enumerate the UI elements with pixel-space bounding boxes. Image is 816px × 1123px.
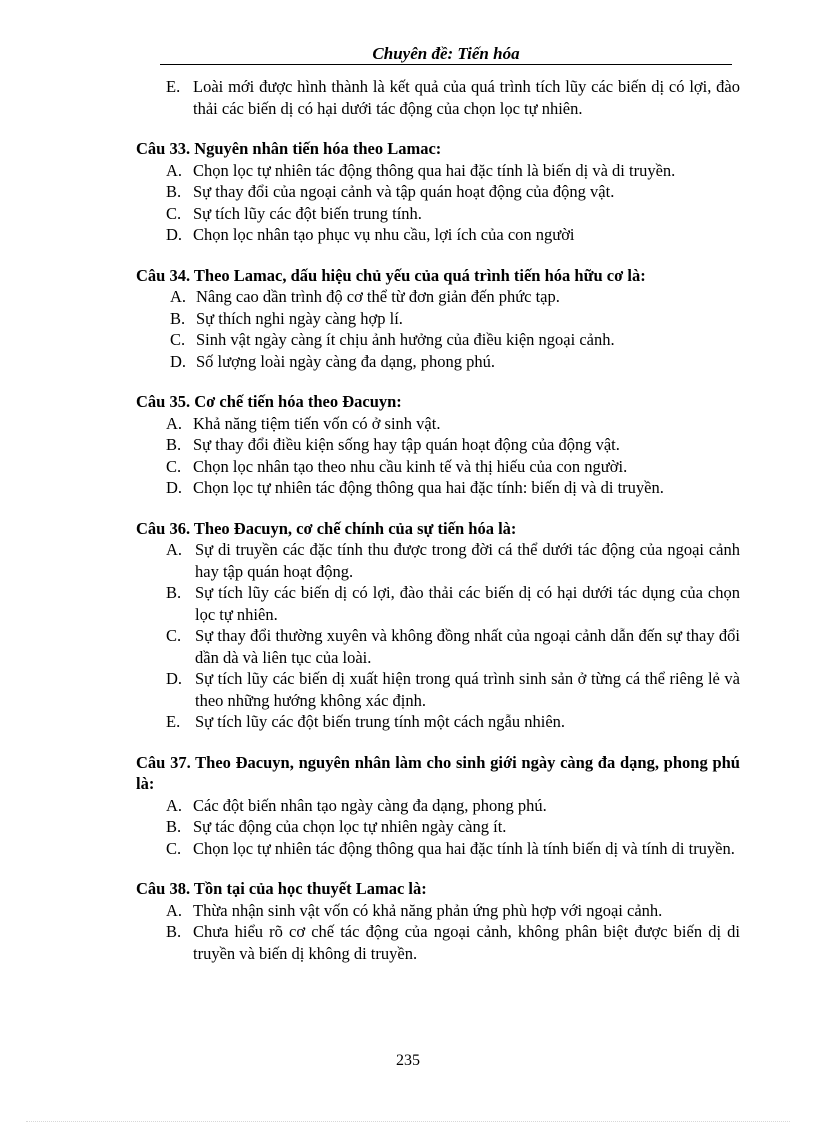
option-label: C.: [166, 456, 182, 476]
option-label: B.: [166, 583, 182, 602]
question-title: Câu 35. Cơ chế tiến hóa theo Đacuyn:: [136, 392, 402, 411]
option-text: Chưa hiểu rõ cơ chế tác động của ngoại cảnh, không phân biệt được biến dị di truyền và biến dị không di truyền.: [193, 922, 740, 963]
option-text: Nâng cao dần trình độ cơ thể từ đơn giản đến phức tạp.: [196, 287, 560, 306]
option-text: Sự tác động của chọn lọc tự nhiên ngày càng ít.: [193, 817, 507, 836]
page-number: 235: [396, 1052, 420, 1069]
answer-option: [166, 160, 740, 182]
question-37: [136, 752, 740, 860]
option-text: Chọn lọc nhân tạo phục vụ nhu cầu, lợi ích của con người: [193, 225, 575, 244]
answer-option: [166, 711, 740, 733]
option-text: Sự tích lũy các biến dị xuất hiện trong quá trình sinh sản ở từng cá thể riêng lẻ và theo những hướng không xác định.: [195, 669, 740, 710]
option-label: C.: [170, 330, 186, 349]
option-label: E.: [166, 712, 181, 731]
answer-option: [166, 456, 740, 478]
answer-option: [166, 921, 740, 964]
question-title: Câu 33. Nguyên nhân tiến hóa theo Lamac:: [136, 139, 442, 158]
option-label: E.: [166, 77, 181, 96]
option-text: Loài mới được hình thành là kết quả của quá trình tích lũy các biến dị có lợi, đào thải các biến dị có hại dưới tác động của chọn lọc tự nhiên.: [193, 77, 740, 118]
answer-option: [166, 224, 740, 246]
answer-option: [166, 795, 740, 817]
question-33: [136, 138, 740, 246]
option-label: D.: [170, 351, 187, 371]
option-label: D.: [166, 478, 183, 497]
option-text: Sự tích lũy các đột biến trung tính một cách ngẫu nhiên.: [195, 712, 566, 731]
option-text: Sự thay đổi của ngoại cảnh và tập quán hoạt động của động vật.: [193, 182, 615, 201]
answer-option: [166, 76, 740, 119]
question-continuation: [136, 76, 740, 119]
question-34: [136, 265, 740, 373]
option-text: Khả năng tiệm tiến vốn có ở sinh vật.: [193, 413, 441, 433]
option-label: B.: [166, 435, 182, 454]
option-label: A.: [166, 540, 183, 559]
option-text: Chọn lọc tự nhiên tác động thông qua hai đặc tính là biến dị và di truyền.: [193, 160, 676, 180]
option-text: Thừa nhận sinh vật vốn có khả năng phản ứng phù hợp với ngoại cảnh.: [193, 900, 663, 920]
option-text: Số lượng loài ngày càng đa dạng, phong phú.: [196, 351, 496, 371]
question-title: Câu 38. Tồn tại của học thuyết Lamac là:: [136, 879, 427, 898]
option-text: Sự thay đổi điều kiện sống hay tập quán hoạt động của động vật.: [193, 435, 620, 454]
option-text: Sinh vật ngày càng ít chịu ảnh hưởng của điều kiện ngoại cảnh.: [196, 330, 615, 349]
answer-option: [166, 838, 740, 860]
question-title: Câu 34. Theo Lamac, dấu hiệu chủ yếu của quá trình tiến hóa hữu cơ là:: [136, 265, 646, 285]
answer-option: [166, 181, 740, 203]
answer-option: [166, 900, 740, 922]
page-content: [136, 76, 740, 983]
option-text: Sự thích nghi ngày càng hợp lí.: [196, 308, 403, 328]
answer-option: [166, 434, 740, 456]
question-36: [136, 518, 740, 733]
option-label: A.: [166, 900, 183, 920]
question-38: [136, 878, 740, 964]
option-label: B.: [166, 817, 182, 836]
question-35: [136, 391, 740, 499]
option-label: A.: [166, 795, 183, 815]
option-label: A.: [166, 413, 183, 433]
option-text: Chọn lọc tự nhiên tác động thông qua hai đặc tính: biến dị và di truyền.: [193, 478, 664, 497]
answer-option: [170, 329, 740, 351]
option-label: B.: [166, 182, 182, 201]
option-label: C.: [166, 626, 182, 645]
answer-option: [166, 413, 740, 435]
answer-option: [166, 625, 740, 668]
option-label: B.: [166, 922, 182, 941]
question-title: Câu 36. Theo Đacuyn, cơ chế chính của sự tiến hóa là:: [136, 518, 517, 538]
option-text: Sự tích lũy các đột biến trung tính.: [193, 203, 422, 223]
option-label: D.: [166, 225, 183, 244]
option-text: Sự di truyền các đặc tính thu được trong đời cá thể dưới tác động của ngoại cảnh hay tập quán hoạt động.: [195, 540, 740, 581]
answer-option: [166, 816, 740, 838]
option-text: Sự thay đổi thường xuyên và không đồng nhất của ngoại cảnh dẫn đến sự thay đổi dần dà và liên tục của loài.: [195, 626, 740, 667]
option-text: Sự tích lũy các biến dị có lợi, đào thải các biến dị có hại dưới tác dụng của chọn lọc tự nhiên.: [195, 583, 740, 624]
answer-option: [166, 477, 740, 499]
answer-option: [166, 203, 740, 225]
answer-option: [170, 351, 740, 373]
footer-divider: [26, 1121, 790, 1122]
question-title: Câu 37. Theo Đacuyn, nguyên nhân làm cho sinh giới ngày càng đa dạng, phong phú là:: [136, 752, 740, 793]
answer-option: [170, 286, 740, 308]
option-text: Các đột biến nhân tạo ngày càng đa dạng, phong phú.: [193, 795, 547, 815]
page-header: [160, 44, 732, 65]
answer-option: [166, 582, 740, 625]
answer-option: [170, 308, 740, 330]
option-label: C.: [166, 838, 182, 858]
answer-option: [166, 668, 740, 711]
answer-option: [166, 539, 740, 582]
option-label: D.: [166, 669, 183, 688]
option-text: Chọn lọc nhân tạo theo nhu cầu kinh tế và thị hiếu của con người.: [193, 456, 628, 476]
header-title: Chuyên đề: Tiến hóa: [372, 44, 520, 63]
option-label: B.: [170, 308, 186, 328]
option-label: A.: [166, 160, 183, 180]
option-label: A.: [170, 287, 187, 306]
option-label: C.: [166, 203, 182, 223]
option-text: Chọn lọc tự nhiên tác động thông qua hai đặc tính là tính biến dị và tính di truyền.: [193, 838, 735, 858]
